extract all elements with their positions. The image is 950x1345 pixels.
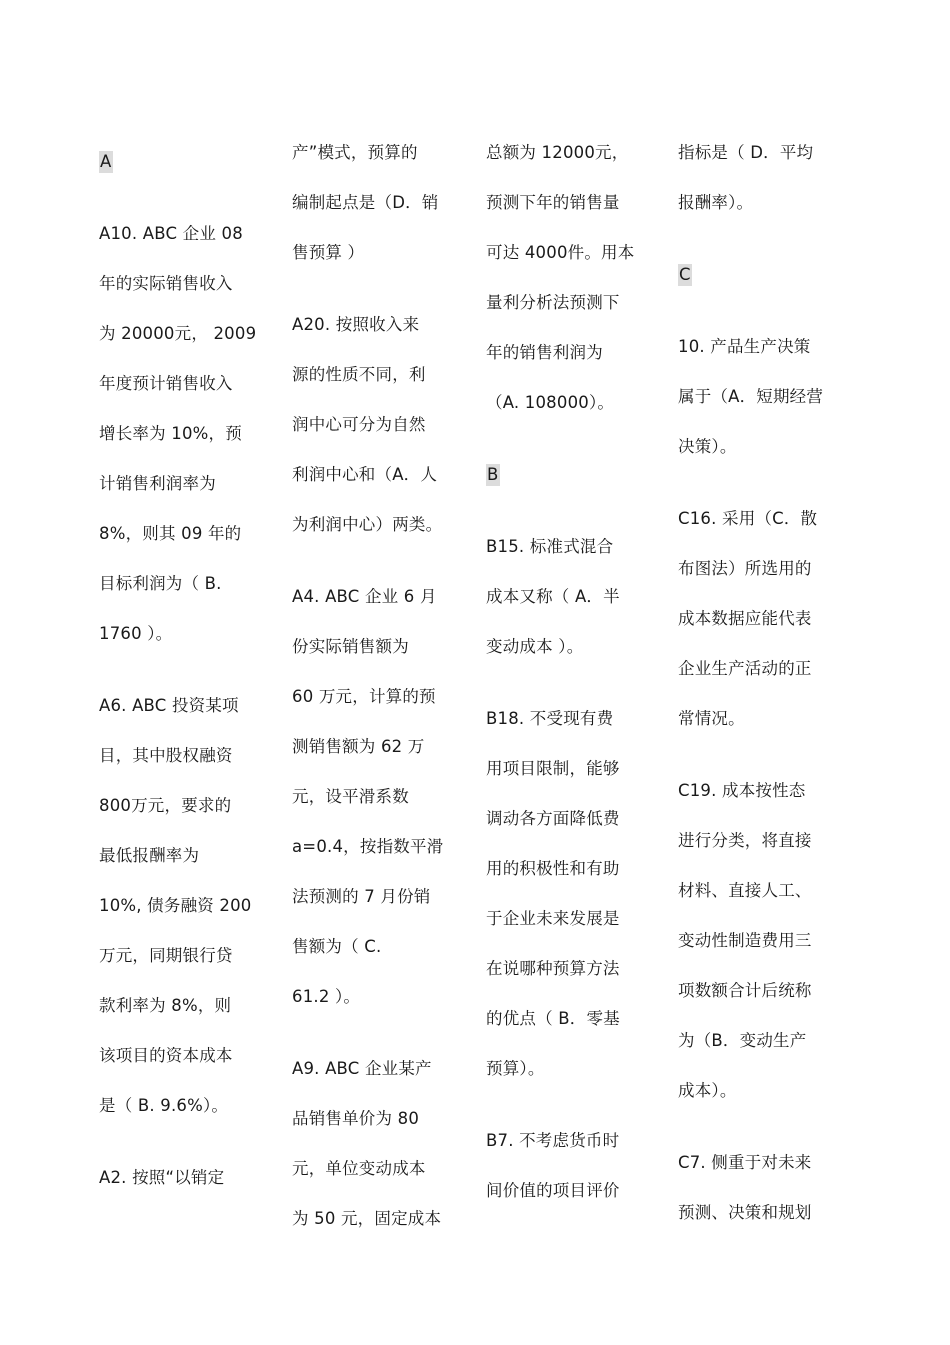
section-letter: B <box>487 465 499 484</box>
paragraph-spacer <box>486 500 654 522</box>
paragraph-spacer <box>292 278 460 300</box>
column-1 <box>99 137 267 1203</box>
text-line: 润中心可分为自然 <box>292 415 426 434</box>
text-line: 年的销售利润为 <box>486 343 603 362</box>
text-line: 60 万元，计算的预 <box>292 687 436 706</box>
text-line: 目，其中股权融资 <box>99 746 233 765</box>
question-entry <box>99 1153 267 1203</box>
section-header <box>486 450 654 500</box>
text-line: 目标利润为（ B. <box>99 574 222 593</box>
column-4 <box>678 128 846 1238</box>
text-line: 10. 产品生产决策 <box>678 337 811 356</box>
text-line: 元，单位变动成本 <box>292 1159 426 1178</box>
text-line: 变动成本 ）。 <box>486 637 584 656</box>
paragraph-spacer <box>292 550 460 572</box>
text-line: 元，设平滑系数 <box>292 787 409 806</box>
text-line: C16. 采用（C．散 <box>678 509 818 528</box>
section-letter: A <box>100 152 112 171</box>
text-line: 决策）。 <box>678 437 737 456</box>
question-entry <box>486 522 654 672</box>
text-line: A4. ABC 企业 6 月 <box>292 587 437 606</box>
text-line: 法预测的 7 月份销 <box>292 887 431 906</box>
text-line: 为利润中心）两类。 <box>292 515 443 534</box>
text-line: 的优点（ B．零基 <box>486 1009 620 1028</box>
text-line: 利润中心和（A．人 <box>292 465 438 484</box>
question-entry <box>678 128 846 228</box>
question-entry <box>99 209 267 659</box>
text-line: B15. 标准式混合 <box>486 537 614 556</box>
text-line: 可达 4000件。用本 <box>486 243 635 262</box>
question-entry <box>292 300 460 550</box>
text-line: 为 20000元， 2009 <box>99 324 257 343</box>
text-line: 布图法）所选用的 <box>678 559 812 578</box>
text-line: 用项目限制，能够 <box>486 759 620 778</box>
paragraph-spacer <box>486 428 654 450</box>
text-line: A6. ABC 投资某项 <box>99 696 239 715</box>
text-line: 项数额合计后统称 <box>678 981 812 1000</box>
text-line: 产”模式，预算的 <box>292 143 418 162</box>
text-line: 售预算 ） <box>292 243 365 262</box>
paragraph-spacer <box>99 1131 267 1153</box>
text-line: 800万元，要求的 <box>99 796 232 815</box>
paragraph-spacer <box>99 187 267 209</box>
text-line: 成本又称（ A．半 <box>486 587 620 606</box>
text-line: 量利分析法预测下 <box>486 293 620 312</box>
text-line: A2. 按照“以销定 <box>99 1168 225 1187</box>
question-entry <box>99 681 267 1131</box>
question-entry <box>678 494 846 744</box>
text-line: 报酬率）。 <box>678 193 754 212</box>
text-line: 成本）。 <box>678 1081 737 1100</box>
text-line: 编制起点是（D．销 <box>292 193 439 212</box>
text-line: 售额为（ C. <box>292 937 382 956</box>
text-line: 成本数据应能代表 <box>678 609 812 628</box>
text-line: B7. 不考虑货币时 <box>486 1131 620 1150</box>
question-entry <box>678 322 846 472</box>
text-line: 源的性质不同，利 <box>292 365 426 384</box>
text-line: 份实际销售额为 <box>292 637 409 656</box>
question-entry <box>292 572 460 1022</box>
text-line: 材料、直接人工、 <box>678 881 812 900</box>
text-line: 款利率为 8%，则 <box>99 996 232 1015</box>
paragraph-spacer <box>678 228 846 250</box>
text-line: B18. 不受现有费 <box>486 709 614 728</box>
paragraph-spacer <box>678 744 846 766</box>
paragraph-spacer <box>678 1116 846 1138</box>
paragraph-spacer <box>99 659 267 681</box>
question-entry <box>678 1138 846 1238</box>
text-line: 增长率为 10%，预 <box>99 424 242 443</box>
column-3 <box>486 128 654 1216</box>
text-line: 为 50 元，固定成本 <box>292 1209 442 1228</box>
text-line: A9. ABC 企业某产 <box>292 1059 432 1078</box>
text-line: 为（B．变动生产 <box>678 1031 807 1050</box>
text-line: 计销售利润率为 <box>99 474 216 493</box>
text-line: A10. ABC 企业 08 <box>99 224 243 243</box>
text-line: 10%, 债务融资 200 <box>99 896 252 915</box>
text-line: 预算）。 <box>486 1059 545 1078</box>
text-line: 测销售额为 62 万 <box>292 737 425 756</box>
question-entry <box>486 128 654 428</box>
text-line: a=0.4，按指数平滑 <box>292 837 444 856</box>
text-line: 万元，同期银行贷 <box>99 946 233 965</box>
paragraph-spacer <box>292 1022 460 1044</box>
text-line: 最低报酬率为 <box>99 846 200 865</box>
paragraph-spacer <box>678 472 846 494</box>
text-line: 年的实际销售收入 <box>99 274 233 293</box>
text-line: C19. 成本按性态 <box>678 781 806 800</box>
section-letter: C <box>679 265 691 284</box>
text-line: 8%，则其 09 年的 <box>99 524 242 543</box>
text-line: 调动各方面降低费 <box>486 809 620 828</box>
text-line: 品销售单价为 80 <box>292 1109 420 1128</box>
text-line: 年度预计销售收入 <box>99 374 233 393</box>
text-line: 于企业未来发展是 <box>486 909 620 928</box>
paragraph-spacer <box>486 1094 654 1116</box>
question-entry <box>292 1044 460 1244</box>
text-line: 预测下年的销售量 <box>486 193 620 212</box>
text-line: 总额为 12000元， <box>486 143 629 162</box>
section-header <box>99 137 267 187</box>
text-line: 用的积极性和有助 <box>486 859 620 878</box>
text-line: A20. 按照收入来 <box>292 315 420 334</box>
text-line: 企业生产活动的正 <box>678 659 812 678</box>
paragraph-spacer <box>486 672 654 694</box>
text-line: 61.2 ）。 <box>292 987 361 1006</box>
question-entry <box>486 1116 654 1216</box>
question-entry <box>678 766 846 1116</box>
paragraph-spacer <box>678 300 846 322</box>
text-line: 进行分类，将直接 <box>678 831 812 850</box>
question-entry <box>486 694 654 1094</box>
text-line: 预测、决策和规划 <box>678 1203 812 1222</box>
text-line: 是（ B. 9.6%）。 <box>99 1096 229 1115</box>
text-line: （A. 108000）。 <box>486 393 615 412</box>
text-line: 属于（A．短期经营 <box>678 387 824 406</box>
text-line: 该项目的资本成本 <box>99 1046 233 1065</box>
section-header <box>678 250 846 300</box>
question-entry <box>292 128 460 278</box>
text-line: 间价值的项目评价 <box>486 1181 620 1200</box>
text-line: 指标是（ D．平均 <box>678 143 814 162</box>
text-line: 常情况。 <box>678 709 745 728</box>
text-line: 在说哪种预算方法 <box>486 959 620 978</box>
text-line: 1760 ）。 <box>99 624 173 643</box>
text-line: C7. 侧重于对未来 <box>678 1153 812 1172</box>
text-line: 变动性制造费用三 <box>678 931 812 950</box>
column-2 <box>292 128 460 1244</box>
